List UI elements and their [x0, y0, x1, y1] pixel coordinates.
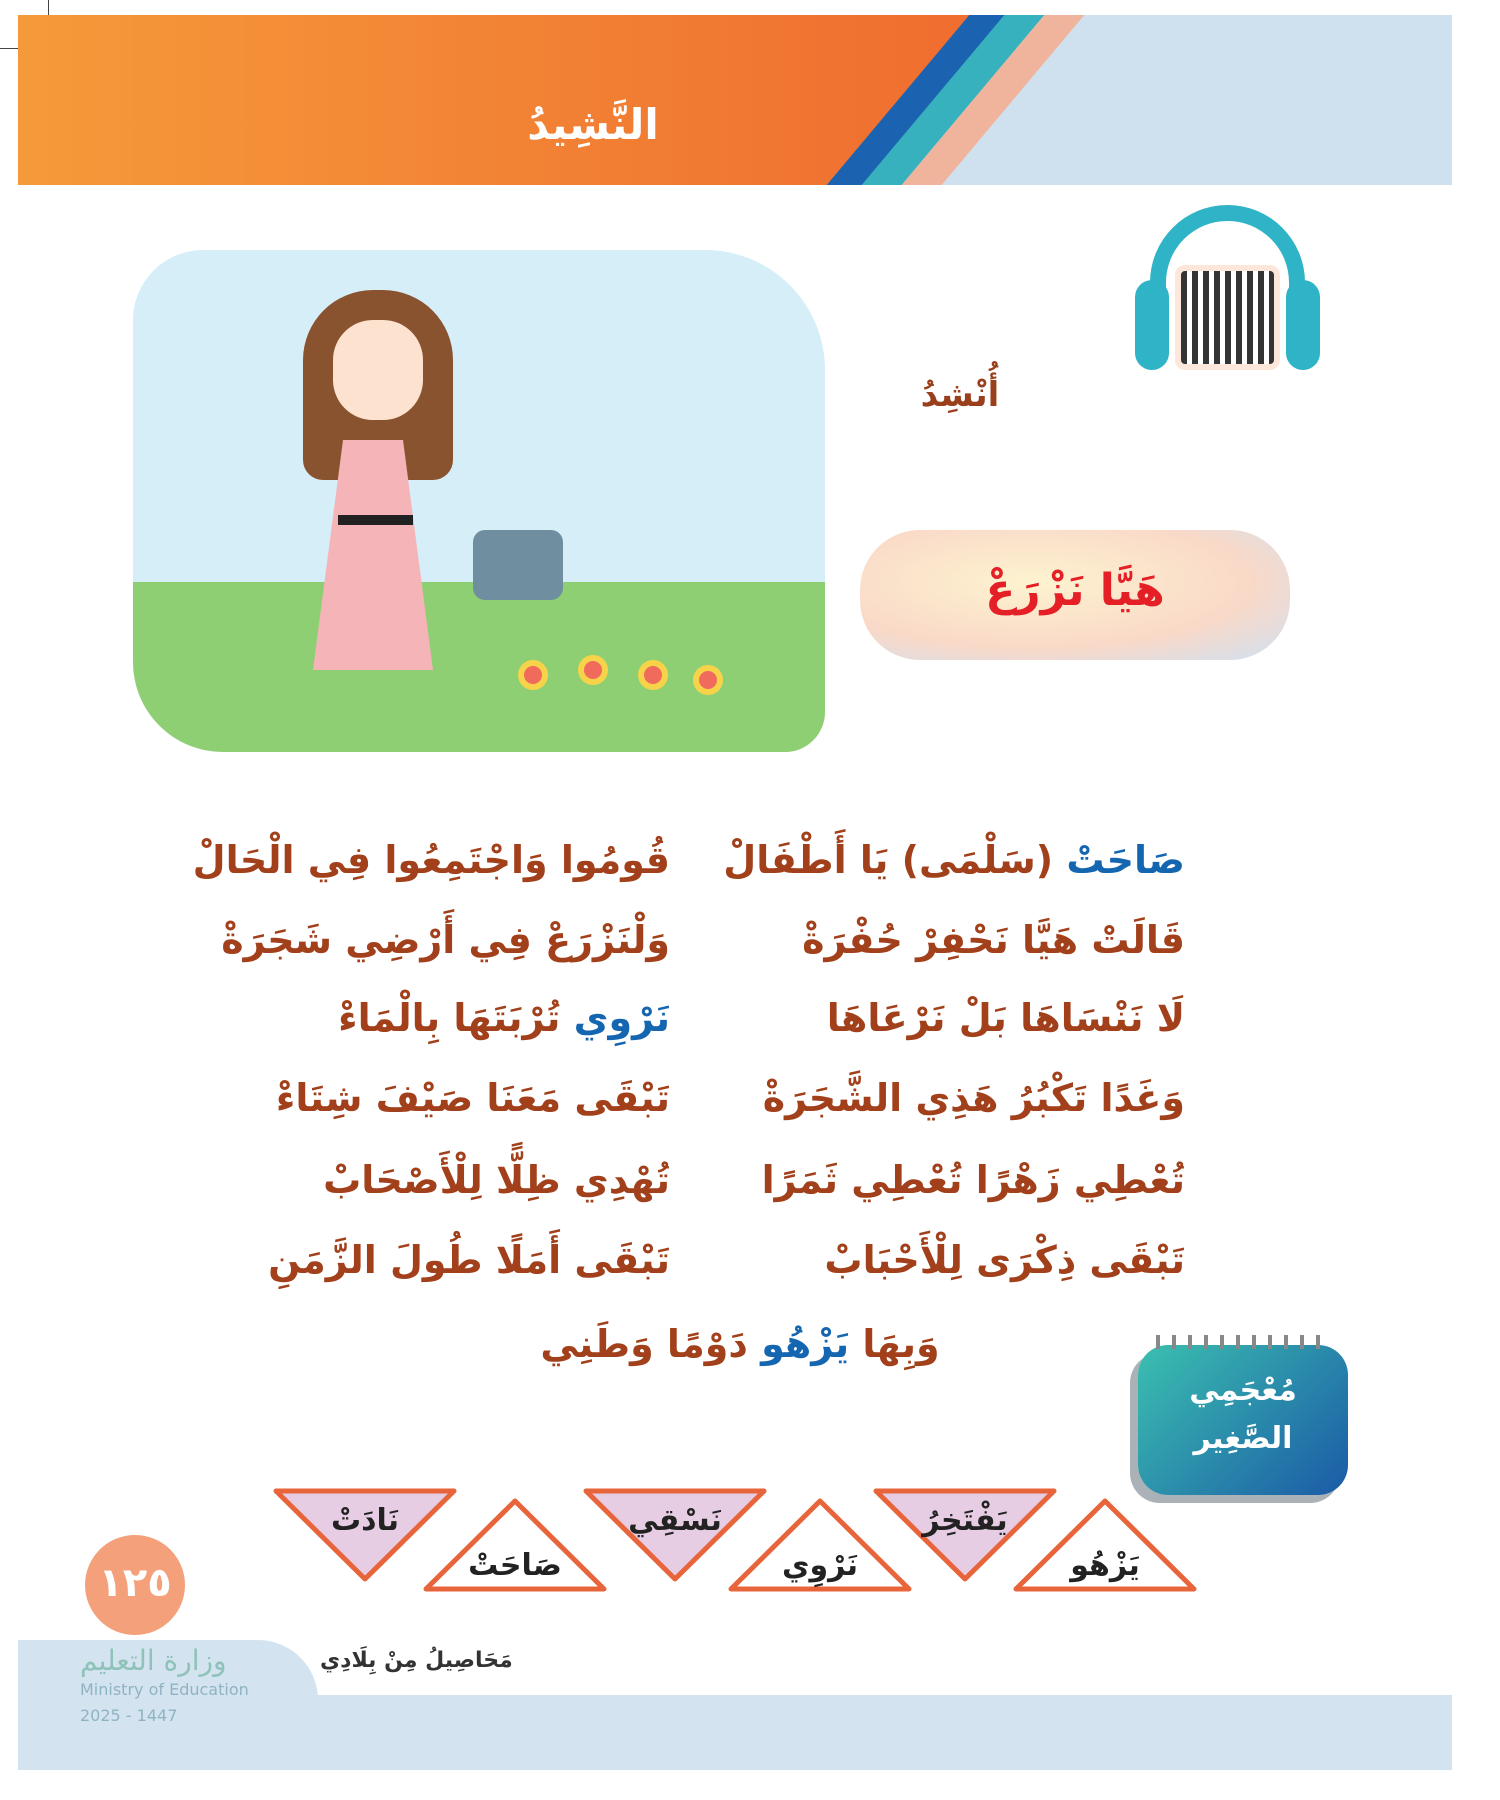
vocab-word: يَزْهُو	[1070, 1547, 1140, 1583]
verse-text: تَبْقَى ذِكْرَى لِلْأَحْبَابْ	[824, 1238, 1185, 1282]
section-title: النَّشِيدُ	[527, 100, 659, 149]
verse-right-hemistich	[824, 1238, 1185, 1282]
verse-left-hemistich	[323, 1158, 670, 1202]
page-number: ١٢٥	[85, 1535, 185, 1635]
verse-left-hemistich	[221, 918, 670, 962]
verse-left-hemistich	[268, 1238, 670, 1282]
ministry-logo	[80, 1645, 249, 1729]
spiral-rings-icon	[1156, 1335, 1331, 1349]
vocab-word: يَفْتَخِرُ	[922, 1502, 1008, 1538]
highlighted-word: صَاحَتْ	[1066, 838, 1185, 882]
verse-text: قَالَتْ هَيَّا نَحْفِرْ حُفْرَةْ	[802, 918, 1185, 962]
dictionary-title-line1: مُعْجَمِي	[1189, 1373, 1297, 1408]
verse-text: تَبْقَى مَعَنَا صَيْفَ شِتَاءْ	[275, 1076, 670, 1120]
verse-right-hemistich	[723, 838, 1185, 882]
vocab-word: نَسْقِي	[628, 1502, 722, 1538]
dictionary-title-line2: الصَّغِير	[1193, 1421, 1293, 1456]
ministry-name-en: Ministry of Education	[80, 1680, 249, 1699]
highlighted-word: يَزْهُو	[761, 1322, 850, 1366]
flower-icon	[638, 660, 668, 690]
verse-text: وَلْنَزْرَعْ فِي أَرْضِي شَجَرَةْ	[221, 918, 670, 962]
verse-text: تَبْقَى أَمَلًا طُولَ الزَّمَنِ	[268, 1238, 670, 1282]
flower-icon	[693, 665, 723, 695]
verse-left-hemistich	[338, 996, 670, 1040]
verse-right-hemistich	[762, 1158, 1185, 1202]
verse-left-hemistich	[193, 838, 670, 882]
verse-text: قُومُوا وَاجْتَمِعُوا فِي الْحَالْ	[192, 838, 670, 882]
flower-icon	[578, 655, 608, 685]
illustration-girl-watering-flowers	[133, 250, 825, 752]
ministry-name-ar: وزارة التعليم	[80, 1644, 227, 1677]
verse-right-hemistich	[802, 918, 1185, 962]
header-banner	[18, 15, 1452, 185]
my-little-dictionary-bubble	[1138, 1345, 1348, 1495]
flower-icon	[518, 660, 548, 690]
last-line-text: وَبِهَا	[849, 1322, 940, 1366]
verse-left-hemistich	[276, 1076, 670, 1120]
unit-title: مَحَاصِيلُ مِنْ بِلَادِي	[320, 1648, 513, 1673]
recite-label: أُنْشِدُ	[920, 375, 1000, 415]
verse-text: لَا نَنْسَاهَا بَلْ نَرْعَاهَا	[826, 996, 1185, 1040]
verse-text: تُعْطِي زَهْرًا تُعْطِي ثَمَرًا	[761, 1158, 1185, 1202]
vocab-word-card[interactable]	[270, 1485, 460, 1585]
last-line-text: دَوْمًا وَطَنِي	[540, 1322, 762, 1366]
verse-text: وَغَدًا تَكْبُرُ هَذِي الشَّجَرَةْ	[762, 1076, 1185, 1120]
edition-year: 2025 - 1447	[80, 1706, 178, 1725]
verse-text: (سَلْمَى) يَا أَطْفَالْ	[723, 838, 1067, 882]
poem-title: هَيَّا نَزْرَعْ	[985, 565, 1165, 616]
qr-code-icon	[1175, 265, 1280, 370]
poem-last-line	[440, 1322, 1040, 1366]
highlighted-word: نَرْوِي	[573, 996, 670, 1040]
audio-qr-code[interactable]	[1135, 205, 1320, 380]
vocab-word: نَادَتْ	[330, 1502, 400, 1538]
vocab-word: نَرْوِي	[781, 1547, 859, 1583]
verse-right-hemistich	[827, 996, 1185, 1040]
verse-text: تُرْبَتَهَا بِالْمَاءْ	[338, 996, 574, 1040]
vocab-word: صَاحَتْ	[468, 1547, 562, 1583]
verse-text: تُهْدِي ظِلًّا لِلْأَصْحَابْ	[323, 1158, 670, 1202]
verse-right-hemistich	[763, 1076, 1185, 1120]
watering-can-icon	[473, 530, 563, 600]
